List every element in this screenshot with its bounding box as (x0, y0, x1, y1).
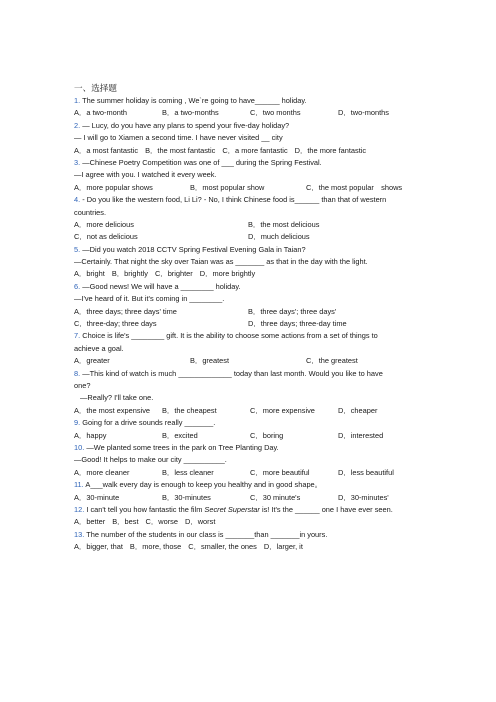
option-d[interactable]: D．cheaper (338, 405, 378, 415)
option-d[interactable]: D．much delicious (248, 232, 310, 242)
option-a[interactable]: A．greater (74, 356, 110, 366)
option-d[interactable]: D．larger, it (263, 542, 303, 552)
option-a[interactable]: A．more delicious (74, 219, 134, 229)
question-7 (74, 330, 434, 342)
question-stem-continued: achieve a goal. (74, 343, 124, 353)
question-10 (74, 442, 434, 454)
option-b[interactable]: B．the most delicious (248, 219, 320, 229)
question-stem: —This kind of watch is much _____________ today than last month. Would you like to have (82, 368, 383, 378)
question-number: 11. (74, 480, 84, 490)
option-c[interactable]: C．a more fantastic (222, 145, 288, 155)
dialog-line: —I've heard of it. But it's coming in ________. (74, 294, 225, 304)
question-number: 9. (74, 418, 81, 428)
options-11 (74, 492, 434, 504)
option-b[interactable]: B．excited (162, 430, 198, 440)
dialog-line: — I will go to Xiamen a second time. I have never visited __ city (74, 133, 283, 143)
question-stem: —We planted some trees in the park on Tree Planting Day. (86, 442, 279, 452)
question-number: 7. (74, 331, 81, 341)
option-a[interactable]: A．the most expensive (74, 405, 150, 415)
option-b[interactable]: B．less cleaner (162, 467, 214, 477)
question-stem: The number of the students in our class is _______than _______in yours. (86, 529, 328, 539)
option-b[interactable]: B．three days'; three days' (248, 306, 337, 316)
options-7 (74, 355, 434, 367)
question-stem: —Chinese Poetry Competition was one of ___ during the Spring Festival. (82, 157, 322, 167)
dialog-line: —I agree with you. I watched it every week. (74, 170, 217, 180)
option-c[interactable]: C．boring (250, 430, 284, 440)
options-9 (74, 430, 434, 442)
option-a[interactable]: A．bright (74, 269, 105, 279)
options-8 (74, 405, 434, 417)
option-c[interactable]: C．the greatest (306, 356, 358, 366)
question-number: 2. (74, 120, 81, 130)
option-c[interactable]: C．worse (145, 517, 178, 527)
options-3 (74, 182, 434, 194)
option-b[interactable]: B．a two-months (162, 108, 219, 118)
options-4b (74, 231, 434, 243)
question-number: 12. (74, 504, 85, 514)
option-b[interactable]: B．most popular show (190, 182, 265, 192)
option-c[interactable]: C．more beautiful (250, 467, 310, 477)
option-a[interactable]: A．a most fantastic (74, 145, 139, 155)
option-d[interactable]: D．two-months (338, 108, 389, 118)
question-number: 1. (74, 96, 81, 105)
option-d[interactable]: D．30-minutes' (338, 492, 389, 502)
stem-part: is! It's the ______ one I have ever seen. (259, 504, 393, 514)
question-number: 8. (74, 368, 81, 378)
question-number: 6. (74, 281, 81, 291)
options-12 (74, 516, 434, 528)
option-d[interactable]: D．interested (338, 430, 384, 440)
option-c[interactable]: C．30 minute's (250, 492, 301, 502)
option-c[interactable]: C．two months (250, 108, 301, 118)
options-1 (74, 107, 434, 119)
question-stem: Going for a drive sounds really _______. (82, 418, 216, 428)
dialog-line: —Good! It helps to make our city __________. (74, 455, 227, 465)
question-12 (74, 504, 434, 516)
option-b[interactable]: B．greatest (190, 356, 230, 366)
question-stem: — Lucy, do you have any plans to spend your five-day holiday? (82, 120, 290, 130)
section-title: 一、选择题 (74, 83, 117, 93)
option-a[interactable]: A．bigger, that (74, 542, 123, 552)
option-b[interactable]: B．the cheapest (162, 405, 217, 415)
options-13 (74, 541, 434, 553)
question-3 (74, 157, 434, 169)
options-6 (74, 306, 434, 318)
question-stem: —Did you watch 2018 CCTV Spring Festival Evening Gala in Taian? (82, 244, 306, 254)
option-d[interactable]: D．more brightly (199, 269, 256, 279)
option-c[interactable]: C．more expensive (250, 405, 315, 415)
question-number: 4. (74, 195, 81, 205)
option-b[interactable]: B．best (112, 517, 139, 527)
option-a[interactable]: A．three days; three days' time (74, 306, 177, 316)
option-b[interactable]: B．the most fantastic (145, 145, 216, 155)
question-stem: The summer holiday is coming , We`re going to have______ holiday. (82, 96, 307, 105)
question-13 (74, 529, 434, 541)
option-d[interactable]: D．worst (184, 517, 216, 527)
question-number: 3. (74, 157, 81, 167)
question-stem (86, 505, 392, 514)
question-2 (74, 120, 434, 132)
question-8 (74, 368, 434, 380)
question-number: 10. (74, 442, 85, 452)
option-c[interactable]: C．three-day; three days (74, 319, 157, 329)
option-a[interactable]: A．more popular shows (74, 182, 153, 192)
option-a[interactable]: A．more cleaner (74, 467, 130, 477)
option-b[interactable]: B．30-minutes (162, 492, 211, 502)
question-9 (74, 417, 434, 429)
film-title: Secret Superstar (204, 504, 260, 514)
options-4 (74, 219, 434, 231)
question-stem: —Good news! We will have a ________ holiday. (82, 281, 241, 291)
options-2 (74, 145, 434, 157)
option-a[interactable]: A．30-minute (74, 492, 120, 502)
options-5 (74, 268, 434, 280)
option-c[interactable]: C．brighter (154, 269, 193, 279)
question-number: 13. (74, 529, 85, 539)
question-number: 5. (74, 244, 81, 254)
question-stem: Choice is life's ________ gift. It is the ability to choose some actions from a set of things to (82, 331, 378, 341)
stem-part: I can't tell you how fantastic the film (86, 504, 205, 514)
option-d[interactable]: D．the more fantastic (294, 145, 367, 155)
dialog-line: —Really? I'll take one. (80, 393, 154, 403)
option-c[interactable]: C．not as delicious (74, 232, 138, 242)
question-stem-continued: countries. (74, 207, 107, 217)
question-stem: - Do you like the western food, Li Li? - No, I think Chinese food is______ than that of western (82, 195, 387, 205)
option-b[interactable]: B．brightly (111, 269, 148, 279)
option-d[interactable]: D．less beautiful (338, 467, 394, 477)
worksheet (74, 82, 434, 553)
option-d[interactable]: D．three days; three-day time (248, 319, 347, 329)
options-10 (74, 467, 434, 479)
question-5 (74, 244, 434, 256)
question-11 (74, 479, 434, 491)
question-stem-continued: one? (74, 380, 91, 390)
dialog-line: —Certainly. That night the sky over Taian was as _______ as that in the day with the light. (74, 257, 368, 267)
option-b[interactable]: B．more, those (129, 542, 182, 552)
question-stem: A___walk every day is enough to keep you healthy and in good shape。 (85, 480, 323, 490)
option-a[interactable]: A．a two-month (74, 108, 127, 118)
option-a[interactable]: A．happy (74, 430, 107, 440)
question-6 (74, 281, 434, 293)
option-c[interactable]: C．smaller, the ones (188, 542, 257, 552)
options-6b (74, 318, 434, 330)
question-1 (74, 95, 434, 107)
option-c[interactable]: C．the most popular shows (306, 182, 403, 192)
question-4 (74, 194, 434, 206)
option-a[interactable]: A．better (74, 517, 106, 527)
